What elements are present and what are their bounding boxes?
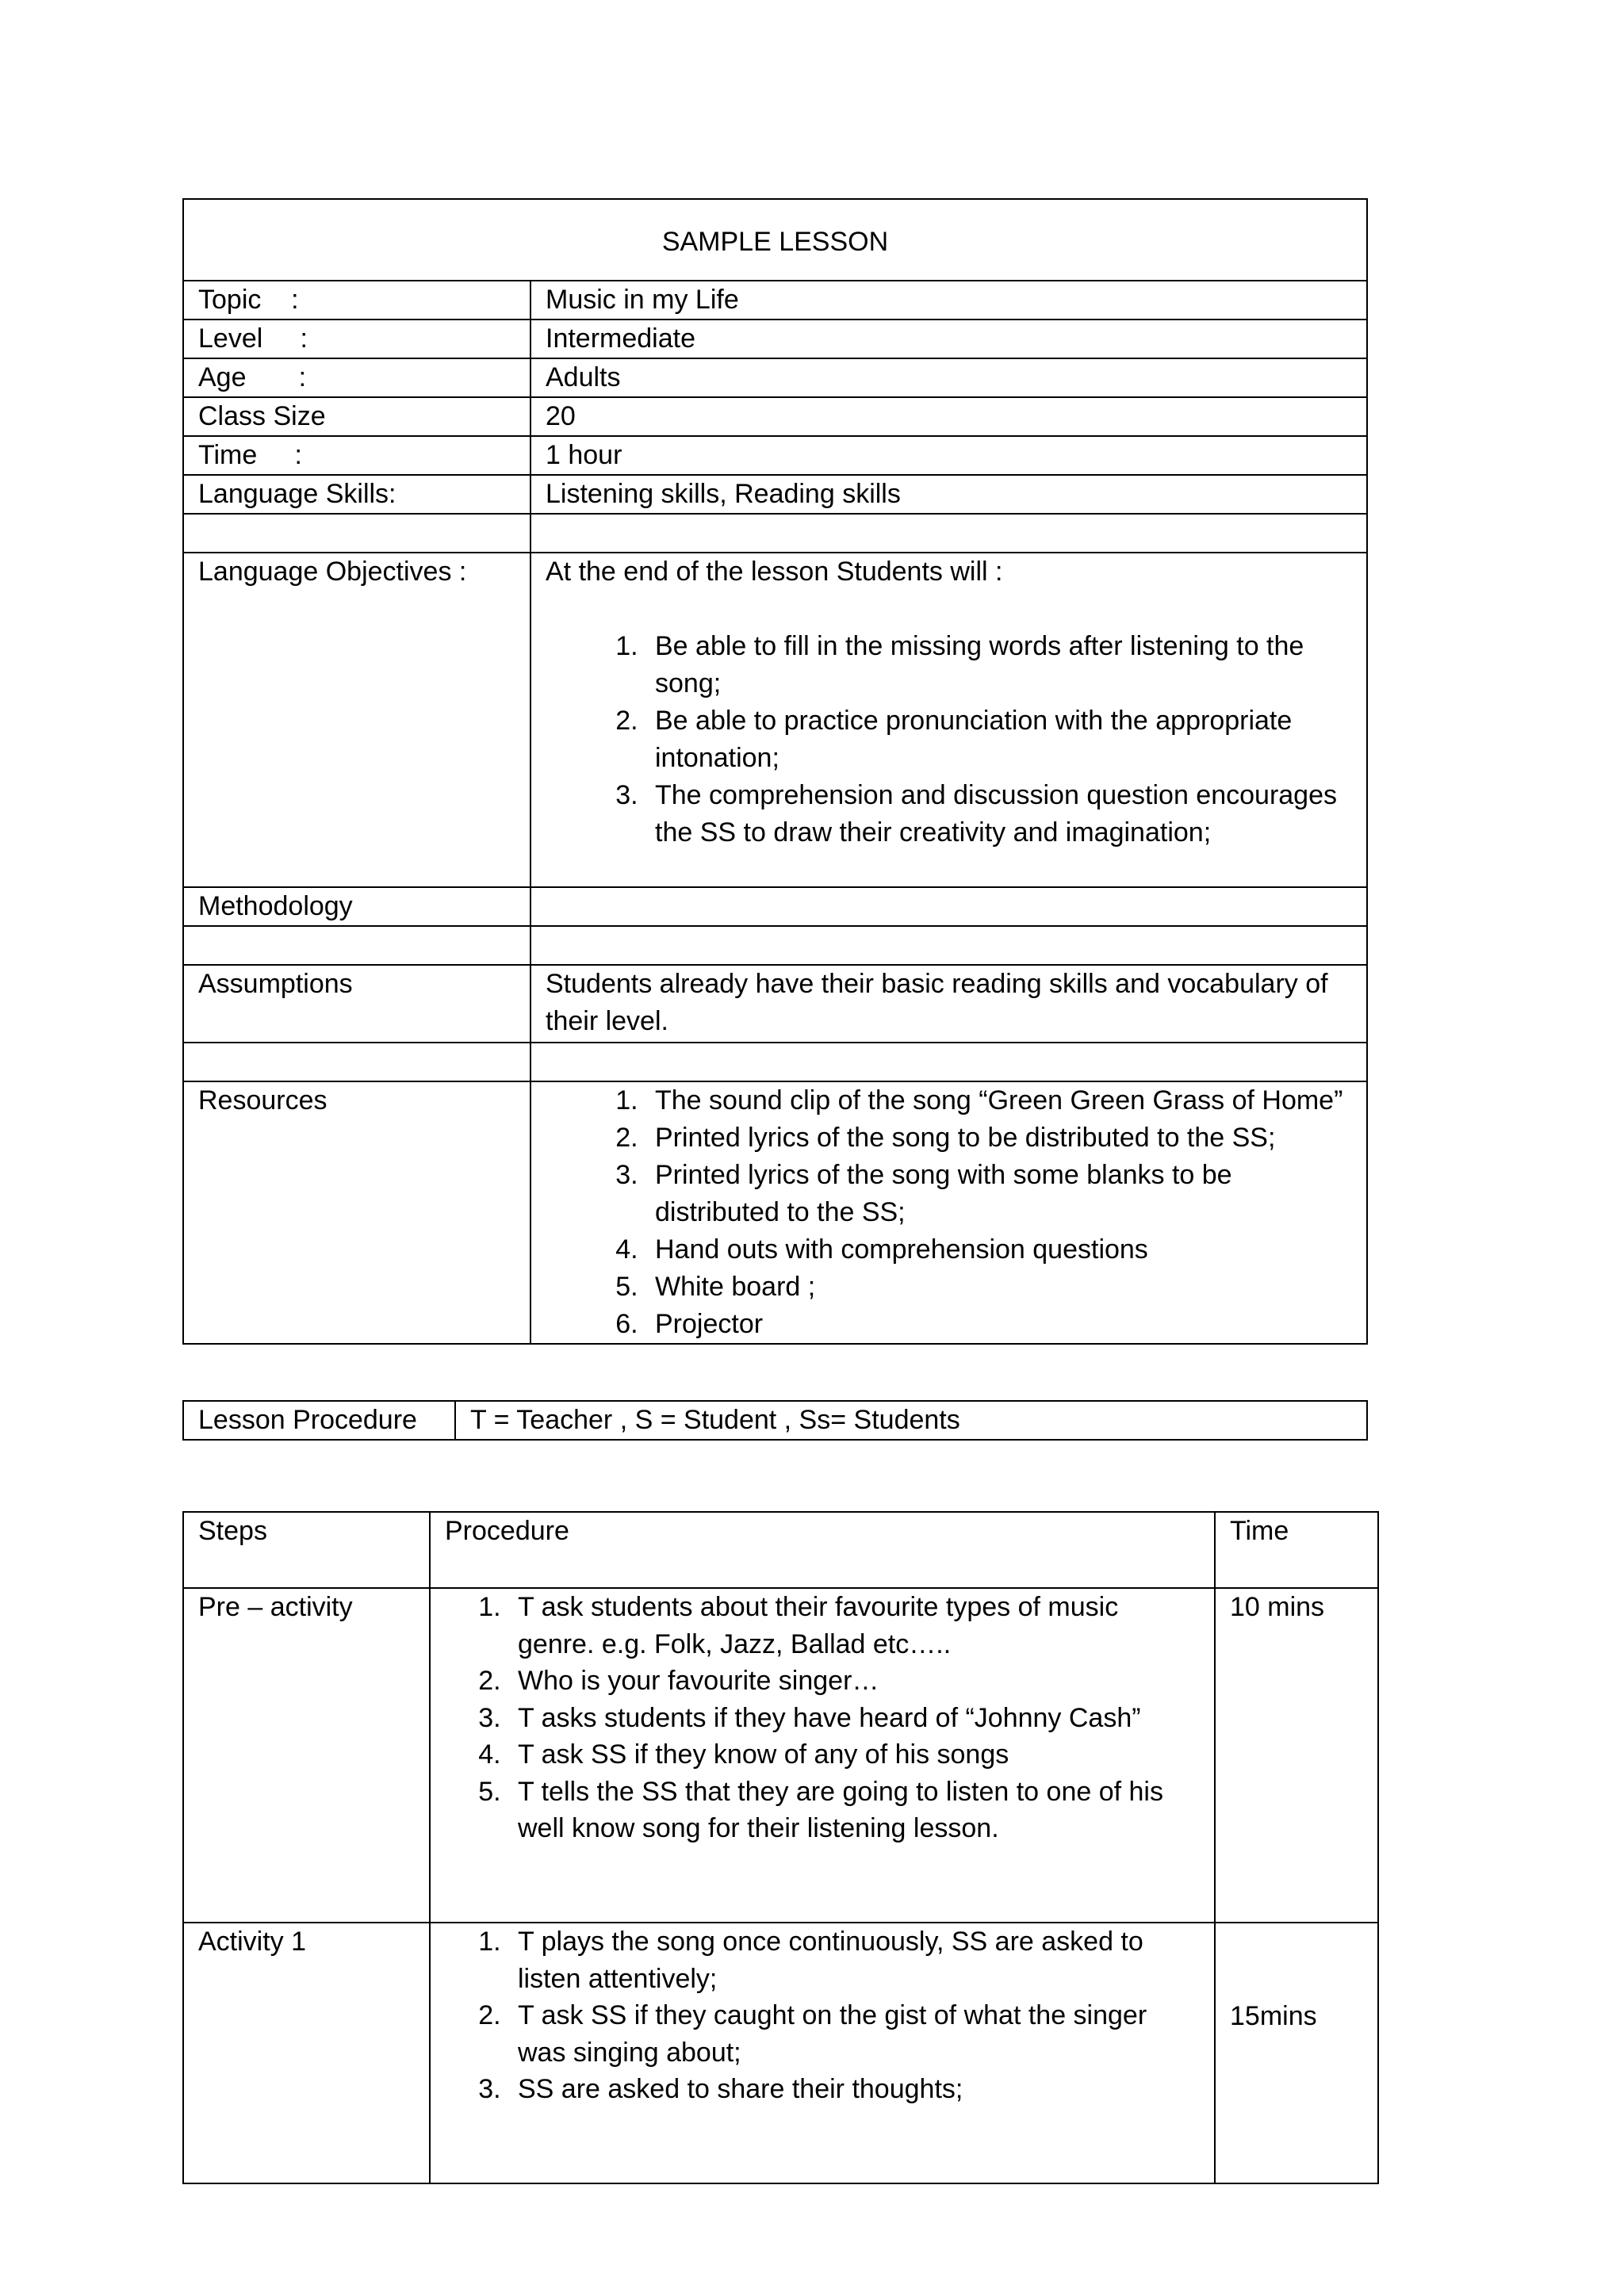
list-item: 1. T ask students about their favourite types of music genre. e.g. Folk, Jazz, Ballad etc….. bbox=[508, 1589, 1200, 1663]
table-row bbox=[183, 320, 1367, 358]
blank-row bbox=[183, 1043, 1367, 1081]
lesson-title: SAMPLE LESSON bbox=[183, 199, 1367, 281]
procedure-key-table bbox=[182, 1400, 1368, 1441]
step-name: Pre – activity bbox=[183, 1588, 430, 1923]
time-header: Time bbox=[1215, 1512, 1378, 1588]
objectives-row bbox=[183, 553, 1367, 887]
list-item: 2. Be able to practice pronunciation with the appropriate intonation; bbox=[645, 702, 1352, 777]
list-item: 2. Who is your favourite singer… bbox=[508, 1663, 1200, 1700]
list-item: 3. SS are asked to share their thoughts; bbox=[508, 2071, 1200, 2108]
objectives-list bbox=[546, 628, 1352, 851]
list-item: 3. Printed lyrics of the song with some blanks to be distributed to the SS; bbox=[645, 1157, 1352, 1231]
procedure-list bbox=[445, 1923, 1200, 2108]
procedure-cell bbox=[430, 1923, 1215, 2183]
procedure-key-label: Lesson Procedure bbox=[183, 1401, 455, 1440]
list-item: 1. Be able to fill in the missing words after listening to the song; bbox=[645, 628, 1352, 702]
list-item: 1. The sound clip of the song “Green Green Grass of Home” bbox=[645, 1082, 1352, 1119]
step-time: 15mins bbox=[1215, 1923, 1378, 2183]
table-row bbox=[183, 1588, 1378, 1923]
resources-label: Resources bbox=[183, 1081, 530, 1344]
topic-value: Music in my Life bbox=[530, 281, 1367, 320]
class-size-label: Class Size bbox=[183, 397, 530, 436]
list-item: 2. T ask SS if they caught on the gist of what the singer was singing about; bbox=[508, 1997, 1200, 2071]
list-item: 5. White board ; bbox=[645, 1269, 1352, 1306]
lesson-title-row bbox=[183, 199, 1367, 281]
table-row bbox=[183, 436, 1367, 475]
blank-row bbox=[183, 514, 1367, 553]
step-name: Activity 1 bbox=[183, 1923, 430, 2183]
list-item: 4. T ask SS if they know of any of his songs bbox=[508, 1736, 1200, 1774]
lesson-overview-table bbox=[182, 198, 1368, 1345]
assumptions-row bbox=[183, 965, 1367, 1043]
table-row bbox=[183, 281, 1367, 320]
list-item: 6. Projector bbox=[645, 1306, 1352, 1343]
list-item: 1. T plays the song once continuously, SS are asked to listen attentively; bbox=[508, 1923, 1200, 1997]
assumptions-label: Assumptions bbox=[183, 965, 530, 1043]
procedure-list bbox=[445, 1589, 1200, 1847]
class-size-value: 20 bbox=[530, 397, 1367, 436]
procedure-cell bbox=[430, 1588, 1215, 1923]
steps-table bbox=[182, 1511, 1379, 2184]
objectives-cell bbox=[530, 553, 1367, 887]
procedure-header: Procedure bbox=[430, 1512, 1215, 1588]
time-value: 1 hour bbox=[530, 436, 1367, 475]
table-row bbox=[183, 358, 1367, 397]
level-value: Intermediate bbox=[530, 320, 1367, 358]
language-skills-label: Language Skills: bbox=[183, 475, 530, 514]
table-header-row bbox=[183, 1512, 1378, 1588]
list-item: 3. T asks students if they have heard of “Johnny Cash” bbox=[508, 1700, 1200, 1737]
table-row bbox=[183, 1401, 1367, 1440]
resources-list bbox=[546, 1082, 1352, 1343]
list-item: 2. Printed lyrics of the song to be distributed to the SS; bbox=[645, 1119, 1352, 1157]
age-value: Adults bbox=[530, 358, 1367, 397]
list-item: 5. T tells the SS that they are going to listen to one of his well know song for their listening lesson. bbox=[508, 1774, 1200, 1847]
resources-cell bbox=[530, 1081, 1367, 1344]
table-row bbox=[183, 397, 1367, 436]
blank-row bbox=[183, 926, 1367, 965]
language-skills-value: Listening skills, Reading skills bbox=[530, 475, 1367, 514]
table-row bbox=[183, 1923, 1378, 2183]
topic-label: Topic : bbox=[183, 281, 530, 320]
steps-header: Steps bbox=[183, 1512, 430, 1588]
resources-row bbox=[183, 1081, 1367, 1344]
objectives-label: Language Objectives : bbox=[183, 553, 530, 887]
methodology-label: Methodology bbox=[183, 887, 530, 926]
level-label: Level : bbox=[183, 320, 530, 358]
time-label: Time : bbox=[183, 436, 530, 475]
age-label: Age : bbox=[183, 358, 530, 397]
step-time: 10 mins bbox=[1215, 1588, 1378, 1923]
list-item: 4. Hand outs with comprehension questions bbox=[645, 1231, 1352, 1269]
assumptions-value: Students already have their basic reading skills and vocabulary of their level. bbox=[530, 965, 1367, 1043]
list-item: 3. The comprehension and discussion question encourages the SS to draw their creativity and imagination; bbox=[645, 777, 1352, 851]
procedure-key-value: T = Teacher , S = Student , Ss= Students bbox=[455, 1401, 1367, 1440]
methodology-row bbox=[183, 887, 1367, 926]
table-row bbox=[183, 475, 1367, 514]
objectives-intro: At the end of the lesson Students will : bbox=[546, 557, 1003, 587]
